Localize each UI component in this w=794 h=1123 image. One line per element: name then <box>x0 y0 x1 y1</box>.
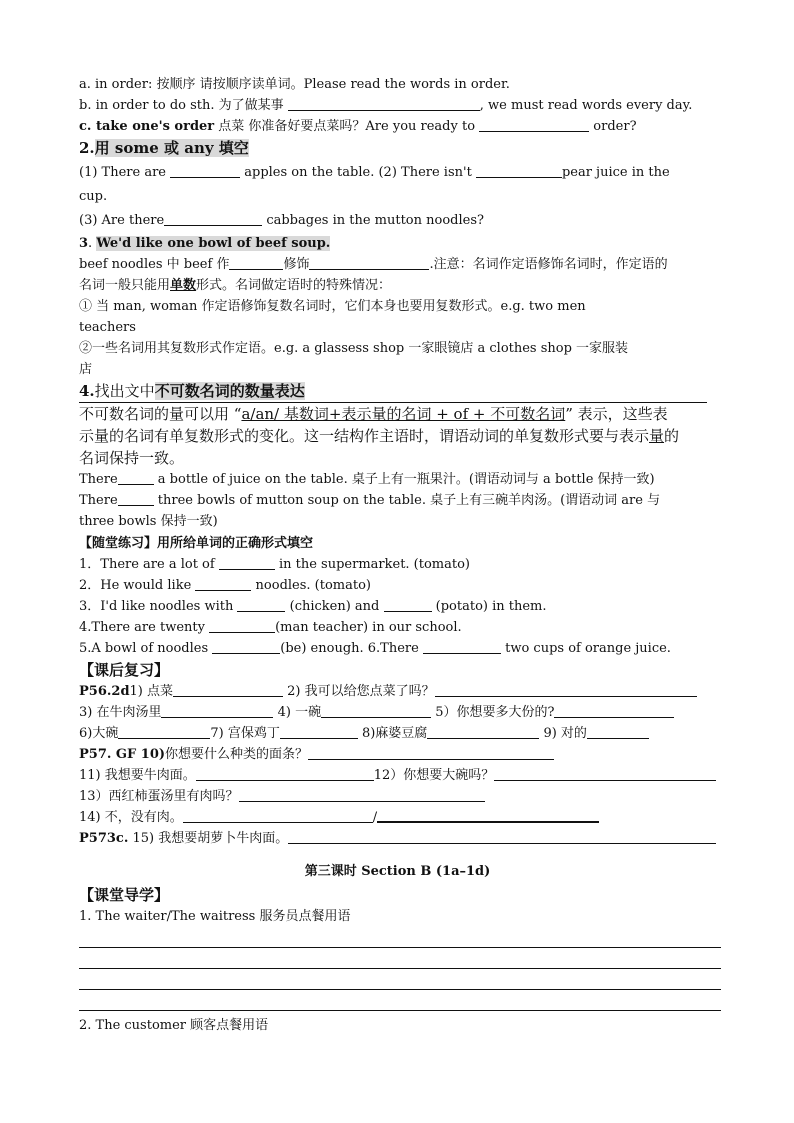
answer-blank[interactable] <box>170 164 240 178</box>
answer-blank[interactable] <box>239 788 485 802</box>
structure-pattern: a/an/ 基数词+表示量的名词 + of + 不可数名词 <box>241 405 566 423</box>
text: (1) There are <box>79 165 171 180</box>
text: a. in order: 按顺序 请按顺序读单词。Please read the words in order. <box>79 77 510 92</box>
lesson-title <box>79 861 716 882</box>
answer-blank[interactable] <box>321 704 431 718</box>
guide-heading <box>79 884 716 906</box>
text: b. in order to do sth. 为了做某事 <box>79 98 288 113</box>
answer-blank[interactable] <box>195 577 251 591</box>
word-some: some <box>114 139 159 157</box>
text: 店 <box>79 362 93 377</box>
practice-4: 4.There are twenty (man teacher) in our school. <box>79 620 462 635</box>
page-ref: P57. GF 10) <box>79 747 166 762</box>
practice-heading <box>79 533 716 554</box>
answer-blank[interactable] <box>494 767 716 781</box>
uncountable-rule-3: 名词保持一致。 <box>79 449 185 467</box>
answer-blank[interactable] <box>288 97 480 111</box>
worksheet-page <box>79 74 716 1036</box>
answer-blank[interactable] <box>161 704 273 718</box>
writing-line[interactable] <box>79 969 721 990</box>
text: , we must read words every day. <box>479 98 693 113</box>
practice-3: 3．I'd like noodles with (chicken) and (potato) in them. <box>79 599 547 614</box>
text: (3) Are there <box>79 213 165 228</box>
section-2-title: 用 some 或 any 填空 <box>94 139 249 157</box>
answer-blank[interactable] <box>309 256 429 270</box>
text: beef noodles 中 beef 作 <box>79 257 230 272</box>
text: cabbages in the mutton noodles? <box>262 213 484 228</box>
answer-blank[interactable] <box>423 640 501 654</box>
review-15: P573c. 15) 我想要胡萝卜牛肉面。 <box>79 828 716 849</box>
answer-blank[interactable] <box>237 598 285 612</box>
review-10: P57. GF 10)你想要什么种类的面条？ <box>79 744 716 765</box>
example-there-2: There three bowls of mutton soup on the table. 桌子上有三碗羊肉汤。(谓语动词 are 与 <box>79 493 661 508</box>
guide-1: 1. The waiter/The waitress 服务员点餐用语 <box>79 909 351 924</box>
review-14: 14) 不，没有肉。 / <box>79 807 716 828</box>
text: pear juice in the <box>561 165 670 180</box>
answer-blank[interactable] <box>435 683 697 697</box>
answer-blank[interactable] <box>164 212 262 226</box>
text: 找出文中 <box>94 382 155 400</box>
page-ref: P56.2d <box>79 684 130 699</box>
special-case-2-cont <box>79 359 716 380</box>
review-11-12: 11) 我想要牛肉面。 12）你想要大碗吗？ <box>79 765 716 786</box>
text: .注意：名词作定语修饰名词时，作定语的 <box>429 257 668 272</box>
example-there-1: There a bottle of juice on the table. 桌子上有一瓶果汁。(谓语动词与 a bottle 保持一致) <box>79 472 655 487</box>
special-case-2 <box>79 338 716 359</box>
section-3-title: We'd like one bowl of beef soup. <box>96 236 331 251</box>
text: 点菜 你准备好要点菜吗？Are you ready to <box>214 119 480 134</box>
answer-blank[interactable] <box>384 598 432 612</box>
exercise-2-1-cont <box>79 186 716 207</box>
text: teachers <box>79 320 136 335</box>
emphasis-singular: 单数 <box>170 278 197 293</box>
text: ②一些名词用其复数形式作定语。e.g. a glassess shop 一家眼镜店 a clothes shop 一家服装 <box>79 341 629 356</box>
practice-1: 1．There are a lot of in the supermarket. (tomato) <box>79 557 471 572</box>
answer-blank[interactable] <box>427 725 539 739</box>
text: order? <box>589 119 637 134</box>
answer-blank[interactable] <box>554 704 674 718</box>
answer-blank[interactable] <box>476 164 562 178</box>
order-meaning-c <box>79 116 716 137</box>
text: 修饰 <box>283 257 310 272</box>
section-number: 2. <box>79 139 95 157</box>
text: apples on the table. (2) There isn't <box>240 165 476 180</box>
answer-blank[interactable] <box>377 808 599 823</box>
guide-title: 【课堂导学】 <box>79 886 170 904</box>
section-4-heading <box>79 380 707 403</box>
text: ① 当 man, woman 作定语修饰复数名词时，它们本身也要用复数形式。e.g. two men <box>79 299 586 314</box>
exercise-2-1 <box>79 162 716 183</box>
answer-blank[interactable] <box>479 118 589 132</box>
noun-modifier-rule: 名词一般只能用单数形式。名词做定语时的特殊情况： <box>79 278 392 293</box>
phrase-label: c. take one's order <box>79 119 215 134</box>
answer-blank[interactable] <box>229 256 283 270</box>
practice-title: 【随堂练习】用所给单词的正确形式填空 <box>79 536 314 551</box>
page-ref: P573c. <box>79 831 129 846</box>
review-6-9: 6)大碗 7) 宫保鸡丁 8)麻婆豆腐 9) 对的 <box>79 723 716 744</box>
section-3-heading: 3. We'd like one bowl of beef soup. <box>79 236 331 251</box>
answer-blank[interactable] <box>288 830 716 844</box>
review-heading <box>79 659 716 681</box>
beef-noodles-line <box>79 254 716 275</box>
review-3-5: 3) 在牛肉汤里 4) 一碗 5）你想要多大份的? <box>79 702 716 723</box>
answer-blank[interactable] <box>118 471 154 485</box>
emphasis-quantity: 量 <box>649 427 665 445</box>
section-4-title: 不可数名词的数量表达 <box>154 382 305 400</box>
review-1-2: P56.2d1) 点菜 2) 我可以给您点菜了吗？ <box>79 681 716 702</box>
uncountable-rule-1: 不可数名词的量可以用 “a/an/ 基数词+表示量的名词 + of + 不可数名词” 表示，这些表 <box>79 405 668 423</box>
uncountable-rule-2: 示量的名词有单复数形式的变化。这一结构作主语时，谓语动词的单复数形式要与表示量的 <box>79 427 680 445</box>
answer-blank[interactable] <box>209 619 275 633</box>
word-any: any <box>184 139 214 157</box>
answer-blank[interactable] <box>280 725 358 739</box>
answer-blank[interactable] <box>196 767 374 781</box>
writing-line[interactable] <box>79 990 721 1011</box>
writing-line[interactable] <box>79 948 721 969</box>
answer-blank[interactable] <box>212 640 280 654</box>
review-13: 13）西红柿蛋汤里有肉吗？ <box>79 786 716 807</box>
practice-5-6: 5.A bowl of noodles (be) enough. 6.There two cups of orange juice. <box>79 641 671 656</box>
answer-blank[interactable] <box>587 725 649 739</box>
writing-line[interactable] <box>79 927 721 948</box>
section-2-heading <box>79 137 716 159</box>
text: cup. <box>79 189 108 204</box>
example-there-2-cont: three bowls 保持一致) <box>79 514 218 529</box>
practice-2: 2．He would like noodles. (tomato) <box>79 578 371 593</box>
answer-blank[interactable] <box>173 683 283 697</box>
section-number: 4. <box>79 382 95 400</box>
guide-2: 2. The customer 顾客点餐用语 <box>79 1018 269 1033</box>
answer-blank[interactable] <box>308 746 554 760</box>
order-meaning-b <box>79 95 716 116</box>
answer-blank[interactable] <box>118 725 210 739</box>
special-case-1 <box>79 296 716 317</box>
answer-blank[interactable] <box>118 492 154 506</box>
answer-blank[interactable] <box>183 809 373 823</box>
special-case-1-cont <box>79 317 716 338</box>
order-meaning-a <box>79 74 716 95</box>
review-title: 【课后复习】 <box>79 661 170 679</box>
answer-blank[interactable] <box>219 556 275 570</box>
section-number: 3 <box>79 236 89 251</box>
exercise-2-3 <box>79 210 716 231</box>
lesson-title-text: 第三课时 Section B (1a–1d) <box>304 864 491 879</box>
